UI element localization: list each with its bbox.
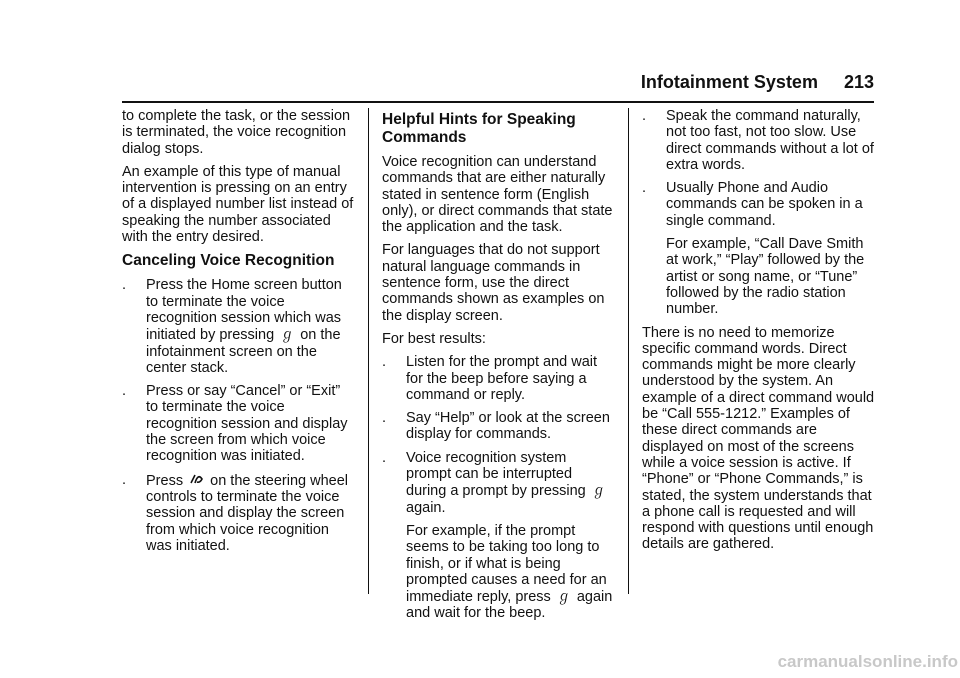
voice-recognition-icon: ℊ <box>556 588 571 605</box>
steering-wheel-voice-icon <box>187 472 206 488</box>
column-2 <box>382 108 614 629</box>
sub-paragraph: For example, “Call Dave Smith at work,” “Play” followed by the artist or song name, or “Tune” followed by the radio station number. <box>666 236 865 318</box>
paragraph: For best results: <box>382 330 486 347</box>
header-rule <box>122 101 874 103</box>
bullet: . <box>642 180 647 197</box>
list-item: . Press the Home screen button to terminate the voice recognition session which was initiated by pressing ℊ on the infotainment screen on the center stack. <box>122 277 342 376</box>
paragraph: Voice recognition can understand commands that are either naturally stated in sentence form (English only), or direct commands that state the application and the task. <box>382 154 613 236</box>
bullet: . <box>122 471 127 488</box>
sub-paragraph: For example, if the prompt seems to be taking too long to finish, or if what is being prompted causes a need for an immediate reply, press ℊ again and wait for the beep. <box>406 522 613 622</box>
list-item: . Say “Help” or look at the screen display for commands. <box>382 410 610 443</box>
section-heading: Canceling Voice Recognition <box>122 252 335 270</box>
column-divider-1 <box>368 108 369 594</box>
section-heading: Helpful Hints for Speaking Commands <box>382 111 576 146</box>
column-1 <box>122 108 354 561</box>
paragraph: There is no need to memorize specific command words. Direct commands might be more clearly understood by the system. An example of a direct command would be “Call 555-1212.” Examples of these direct commands are displayed on most of the screens while a voice session is active. If “Phone” or “Phone Commands,” is stated, the system understands that a phone call is requested and will respond with questions until enough details are gathered. <box>642 324 875 553</box>
bullet: . <box>122 383 127 400</box>
list-item: . Voice recognition system prompt can be interrupted during a prompt by pressing ℊ again. <box>382 449 606 516</box>
bullet: . <box>382 410 387 427</box>
bullet: . <box>122 277 127 294</box>
list-item: . Speak the command naturally, not too fast, not too slow. Use direct commands without a lot of extra words. <box>642 108 874 173</box>
watermark: carmanualsonline.info <box>777 652 958 671</box>
voice-recognition-icon: ℊ <box>280 326 295 343</box>
list-item: . Usually Phone and Audio commands can be spoken in a single command. <box>642 180 863 229</box>
paragraph: For languages that do not support natural language commands in sentence form, use the direct commands shown as examples on the display screen. <box>382 242 605 324</box>
paragraph: to complete the task, or the session is terminated, the voice recognition dialog stops. <box>122 108 351 157</box>
page-header <box>122 72 874 96</box>
list-item: . Listen for the prompt and wait for the beep before saying a command or reply. <box>382 354 598 403</box>
voice-recognition-icon: ℊ <box>591 482 606 499</box>
list-item: . Press on the steering wheel controls to terminate the voice session and display the screen from which voice recognition was initiated. <box>122 471 348 554</box>
column-divider-2 <box>628 108 629 594</box>
bullet: . <box>382 354 387 371</box>
bullet: . <box>382 449 387 466</box>
section-title: Infotainment System <box>640 72 818 92</box>
bullet: . <box>642 108 647 124</box>
page-number: 213 <box>843 72 874 92</box>
column-3 <box>642 108 876 560</box>
paragraph: An example of this type of manual intervention is pressing on an entry of a displayed number list instead of speaking the number associated with the entry desired. <box>122 163 354 246</box>
list-item: . Press or say “Cancel” or “Exit” to terminate the voice recognition session and display the screen from which voice recognition was initiated. <box>122 383 348 465</box>
